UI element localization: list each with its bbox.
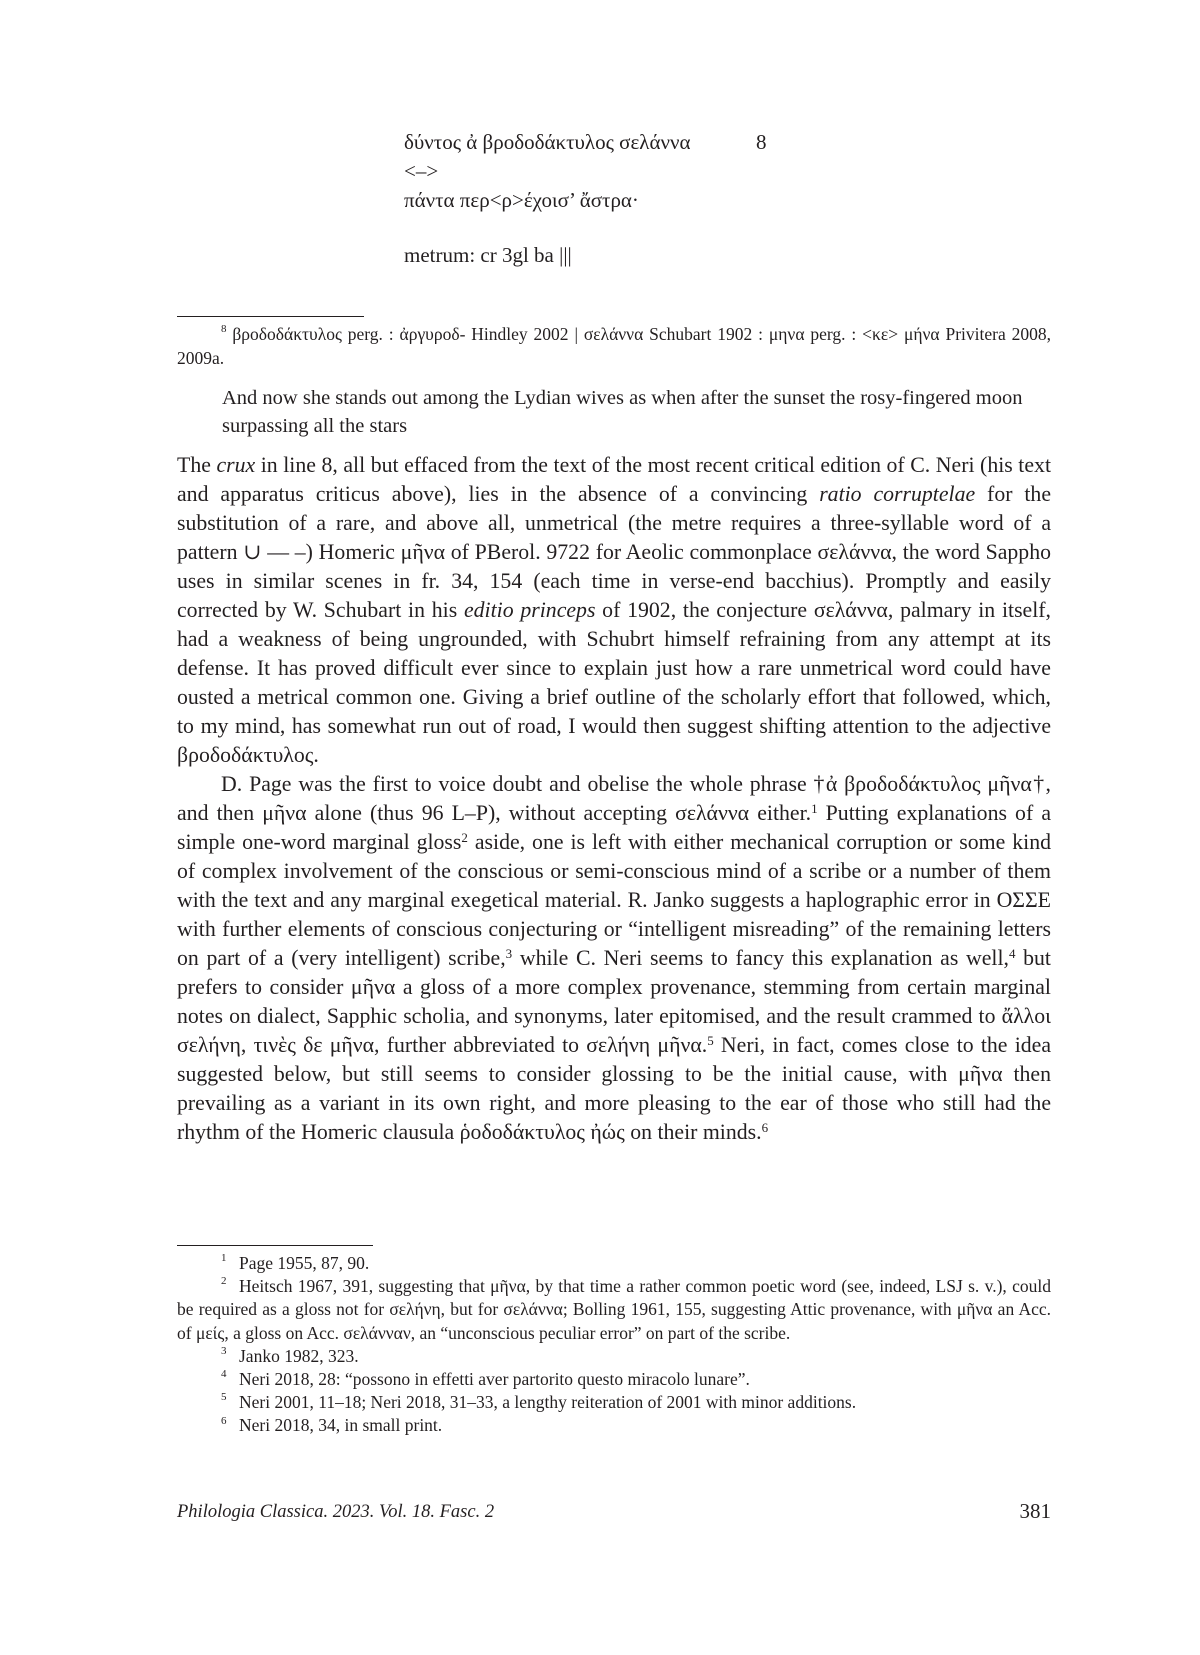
footnote-text: Janko 1982, 323. xyxy=(239,1345,359,1366)
footnote-text: Neri 2018, 28: “possono in effetti aver partorito questo miracolo lunare”. xyxy=(239,1369,750,1390)
body-text xyxy=(177,451,1051,1147)
page-number: 381 xyxy=(1019,1499,1051,1523)
apparatus-criticus xyxy=(177,322,1051,370)
text-run: Neri, in fact, comes close to the idea suggested below, but still seems to consider glossing to be the initial cause, with μῆνα then prevailing as a variant in its own right, and more pleasing to the ear of those who still had the rhythm of the Homeric clausula ῥοδοδάκτυλος ἠώς on their minds. xyxy=(177,1033,1051,1144)
footnotes xyxy=(177,1252,1051,1438)
metrum-note: metrum: cr 3gl ba ||| xyxy=(404,243,572,267)
footnote-ref[interactable]: 5 xyxy=(707,1032,714,1048)
greek-verse xyxy=(404,128,767,215)
paragraph xyxy=(177,451,1051,770)
footnote: $^3$ Janko 1982, 323. xyxy=(221,1344,359,1366)
footnote-ref[interactable]: 1 xyxy=(811,800,818,816)
text-run: The xyxy=(177,453,217,477)
footnote-ref[interactable]: 3 xyxy=(505,945,513,961)
footnote-ref[interactable]: 4 xyxy=(1008,945,1016,961)
text-run: while C. Neri seems to fancy this explanation as well, xyxy=(512,946,1009,970)
text-run: aside, one is left with either mechanical corruption or some kind of complex involvement of the conscious or semi-conscious mind of a scribe or a number of them with the text and any marginal exegetical material. R. Janko suggests a haplographic error in ΟΣΣΕ with further elements of conscious conjecturing or “intelligent misreading” of the remaining letters on part of a (very intelligent) scribe, xyxy=(177,830,1051,970)
verse-line-number: 8 xyxy=(756,130,767,154)
apparatus-note-number: 8 xyxy=(221,323,227,336)
journal-citation: Philologia Classica. 2023. Vol. 18. Fasc. 2 xyxy=(177,1502,495,1522)
text-run: but prefers to consider μῆνα a gloss of a more complex provenance, stemming from certain marginal notes on dialect, Sapphic scholia, and synonyms, later epitomised, and the result crammed to ἄλλοι σελήνη, τινὲς δε μῆνα, further abbreviated to σελήνη μῆνα. xyxy=(177,946,1051,1057)
text-run: in line 8, all but effaced from the text of the most recent critical edition of C. Neri (his text and apparatus criticus above), lies in the absence of a convincing xyxy=(177,453,1051,506)
footnote-text: Page 1955, 87, 90. xyxy=(239,1253,370,1273)
footnote: $^6$ Neri 2018, 34, in small print. xyxy=(221,1414,443,1436)
verse-line: <–> xyxy=(404,159,439,183)
italic-term: editio princeps xyxy=(463,598,596,622)
page-footer xyxy=(177,1499,1051,1523)
footnote: $^5$ Neri 2001, 11–18; Neri 2018, 31–33, a lengthy reiteration of 2001 with minor additions. xyxy=(221,1391,857,1413)
footnote: $^2$ Heitsch 1967, 391, suggesting that μῆνα, by that time a rather common poetic word (see, indeed, LSJ s. v.), could be required as a gloss not for σελήνη, but for σελάννα; Bolling 1961, 155, suggesting Attic provenance, with μῆνα an Acc. of μείς, a gloss on Acc. σελάνναν, an “unconscious peculiar error” on part of the scribe. xyxy=(177,1275,1051,1343)
footnote-ref[interactable]: 6 xyxy=(761,1119,769,1135)
text-run: for the substitution of a rare, and above all, unmetrical (the metre requires a three-syllable word of a pattern ∪ — –) Homeric μῆνα of PBerol. 9722 for Aeolic commonplace σελάννα, the word Sappho uses in similar scenes in fr. 34, 154 (each time in verse-end bacchius). Promptly and easily corrected by W. Schubart in his xyxy=(177,482,1051,622)
footnote: $^4$ Neri 2018, 28: “possono in effetti aver partorito questo miracolo lunare”. xyxy=(221,1368,750,1390)
footnote: $^1$ Page 1955, 87, 90. xyxy=(221,1252,370,1273)
footnote-text: Heitsch 1967, 391, suggesting that μῆνα, by that time a rather common poetic word (see, indeed, LSJ s. v.), could be required as a gloss not for σελήνη, but for σελάννα; Bolling 1961, 155, suggesting Attic provenance, with μῆνα an Acc. of μείς, a gloss on Acc. σελάνναν, an “unconscious peculiar error” on part of the scribe. xyxy=(177,1276,1051,1343)
italic-term: ratio corruptelae xyxy=(819,482,976,506)
apparatus-divider xyxy=(177,316,364,317)
italic-term: crux xyxy=(216,453,256,477)
text-run: of 1902, the conjecture σελάννα, palmary in itself, had a weakness of being ungrounded, with Schubrt himself refraining from any attempt at its defense. It has proved difficult ever since to explain just how a rare unmetrical word could have ousted a metrical common one. Giving a brief outline of the scholarly effort that followed, which, to my mind, has somewhat run out of road, I would then suggest shifting attention to the adjective βροδοδάκτυλος. xyxy=(177,598,1051,767)
footnote-ref[interactable]: 2 xyxy=(461,829,468,845)
verse-translation: And now she stands out among the Lydian wives as when after the sunset the rosy-fingered moon surpassing all the stars xyxy=(222,387,1023,437)
footnote-text: Neri 2001, 11–18; Neri 2018, 31–33, a lengthy reiteration of 2001 with minor additions. xyxy=(239,1392,857,1413)
verse-line: δύντος ἀ βροδοδάκτυλος σελάννα xyxy=(404,130,691,154)
footnote-divider xyxy=(177,1245,373,1246)
apparatus-text: βροδοδάκτυλος perg. : ἀργυροδ- Hindley 2002 | σελάννα Schubart 1902 : μηνα perg. : <κε> μήνα Privitera 2008, 2009a. xyxy=(177,324,1051,368)
verse-line: πάντα περ<ρ>έχοισ’ ἄστρα· xyxy=(404,188,639,212)
text-run: D. Page was the first to voice doubt and obelise the whole phrase †ἀ βροδοδάκτυλος μῆνα†, and then μῆνα alone (thus 96 L–P), without accepting σελάννα either. xyxy=(177,772,1051,825)
paragraph xyxy=(177,770,1051,1147)
footnote-text: Neri 2018, 34, in small print. xyxy=(239,1415,443,1436)
text-run: Putting explanations of a simple one-word marginal gloss xyxy=(177,801,1051,854)
